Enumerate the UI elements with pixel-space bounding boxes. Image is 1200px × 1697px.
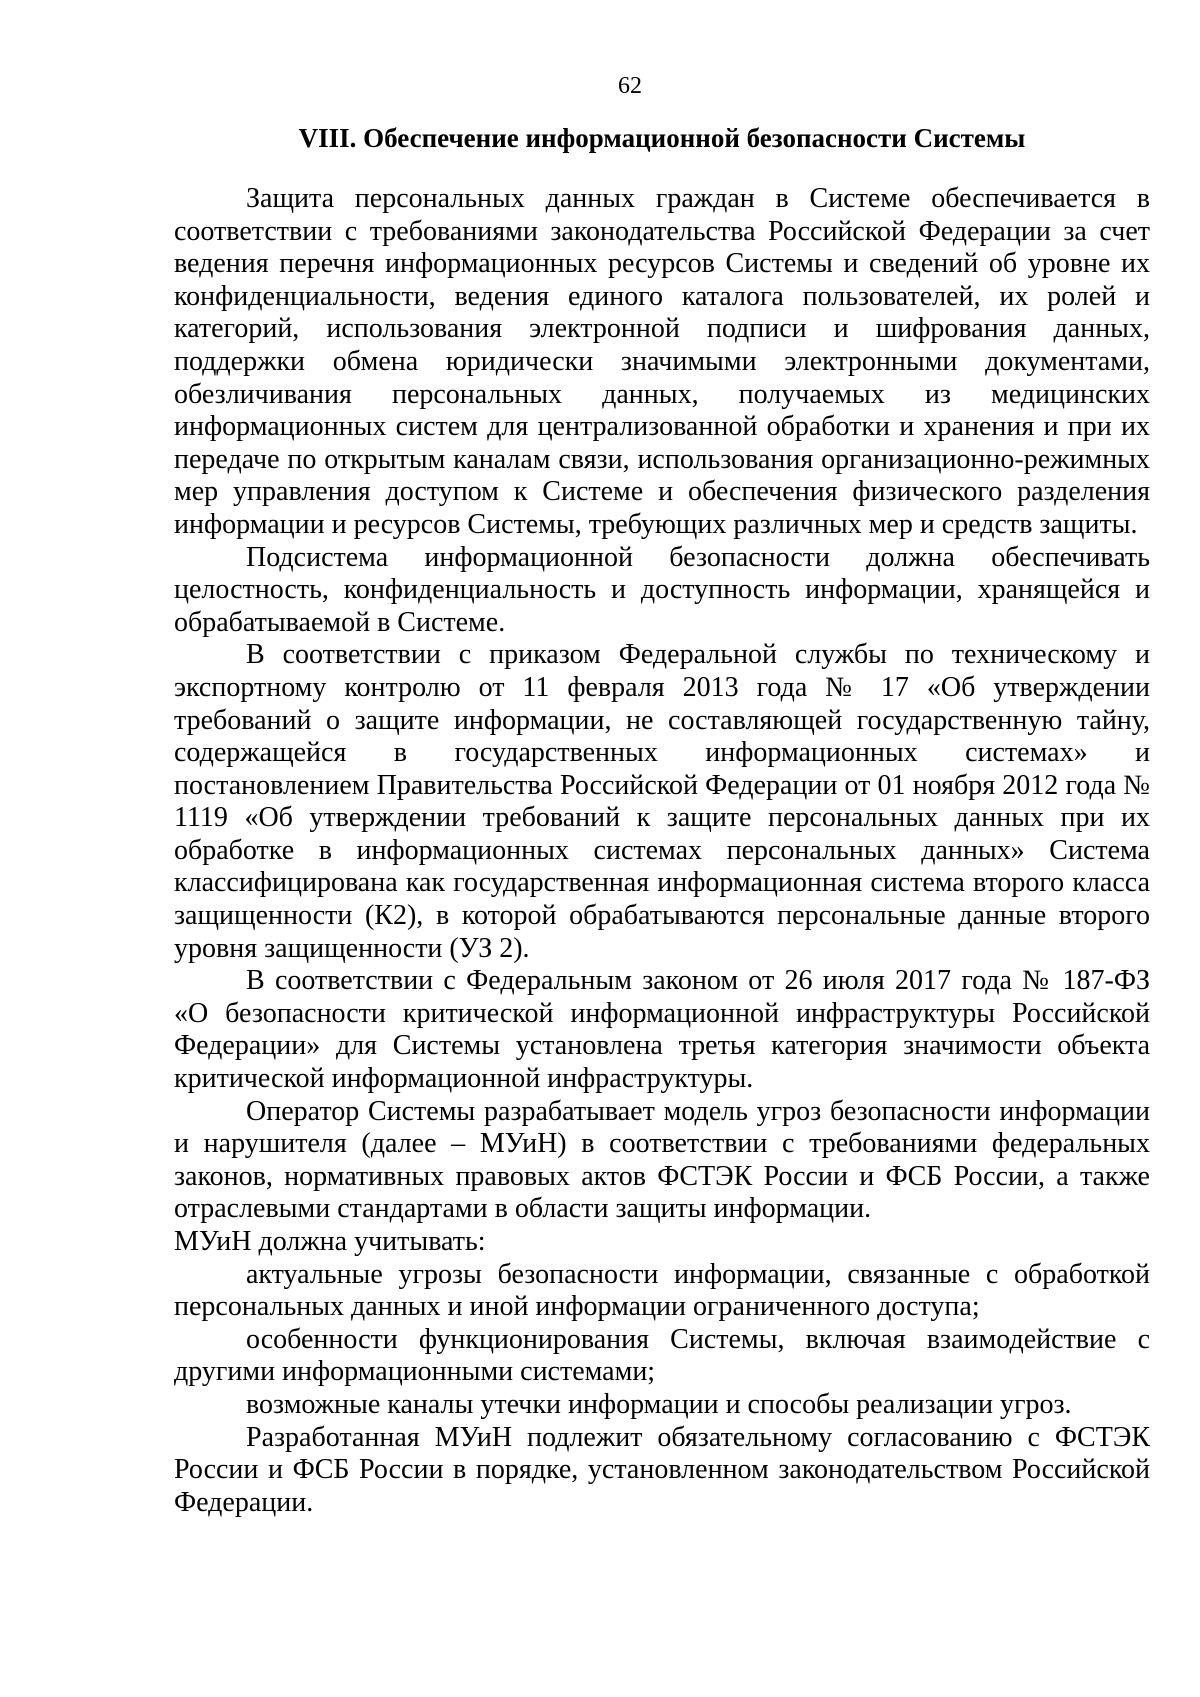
paragraph-threat-model-intro: МУиН должна учитывать: xyxy=(174,1226,486,1257)
list-item-threats: актуальные угрозы безопасности информации, связанные с обработкой персональных данных и иной информации ограниченного доступа; xyxy=(174,1258,1150,1323)
paragraph-data-protection: Защита персональных данных граждан в Системе обеспечивается в соответствии с требованиями законодательства Российской Федерации за счет ведения перечня информационных ресурсов Системы и сведений об уровне их конфиденциальности, ведения единого каталога пользователей, их ролей и категорий, использования электронной подписи и шифрования данных, поддержки обмена юридически значимыми электронными документами, обезличивания персональных данных, получаемых из медицинских информационных систем для централизованной обработки и хранения и при их передаче по открытым каналам связи, использования организационно-режимных мер управления доступом к Системе и обеспечения физического разделения информации и ресурсов Системы, требующих различных мер и средств защиты. xyxy=(174,183,1150,540)
list-item-features: особенности функционирования Системы, включая взаимодействие с другими информационными системами; xyxy=(174,1323,1150,1388)
paragraph-critical-infrastructure: В соответствии с Федеральным законом от 26 июля 2017 года № 187-ФЗ «О безопасности критической информационной инфраструктуры Российской Федерации» для Системы установлена третья категория значимости объекта критической информационной инфраструктуры. xyxy=(174,965,1150,1095)
section-title: VIII. Обеспечение информационной безопасности Системы xyxy=(298,123,1026,153)
paragraph-classification: В соответствии с приказом Федеральной службы по техническому и экспортному контролю от 11 февраля 2013 года № 17 «Об утверждении требований о защите информации, не составляющей государственную тайну, содержащейся в государственных информационных системах» и постановлением Правительства Российской Федерации от 01 ноября 2012 года № 1119 «Об утверждении требований к защите персональных данных при их обработке в информационных системах персональных данных» Система классифицирована как государственная информационная система второго класса защищенности (К2), в которой обрабатываются персональные данные второго уровня защищенности (УЗ 2). xyxy=(174,639,1150,964)
page-number: 62 xyxy=(618,73,642,99)
paragraph-threat-model: Оператор Системы разрабатывает модель угроз безопасности информации и нарушителя (далее – МУиН) в соответствии с требованиями федеральных законов, нормативных правовых актов ФСТЭК России и ФСБ России, а также отраслевыми стандартами в области защиты информации. xyxy=(174,1095,1150,1225)
body-text xyxy=(174,183,1150,1519)
list-item-leak-channels: возможные каналы утечки информации и способы реализации угроз. xyxy=(246,1388,1072,1420)
paragraph-approval: Разработанная МУиН подлежит обязательному согласованию с ФСТЭК России и ФСБ России в порядке, установленном законодательством Российской Федерации. xyxy=(174,1421,1150,1518)
paragraph-security-subsystem: Подсистема информационной безопасности должна обеспечивать целостность, конфиденциальность и доступность информации, хранящейся и обрабатываемой в Системе. xyxy=(174,541,1150,638)
